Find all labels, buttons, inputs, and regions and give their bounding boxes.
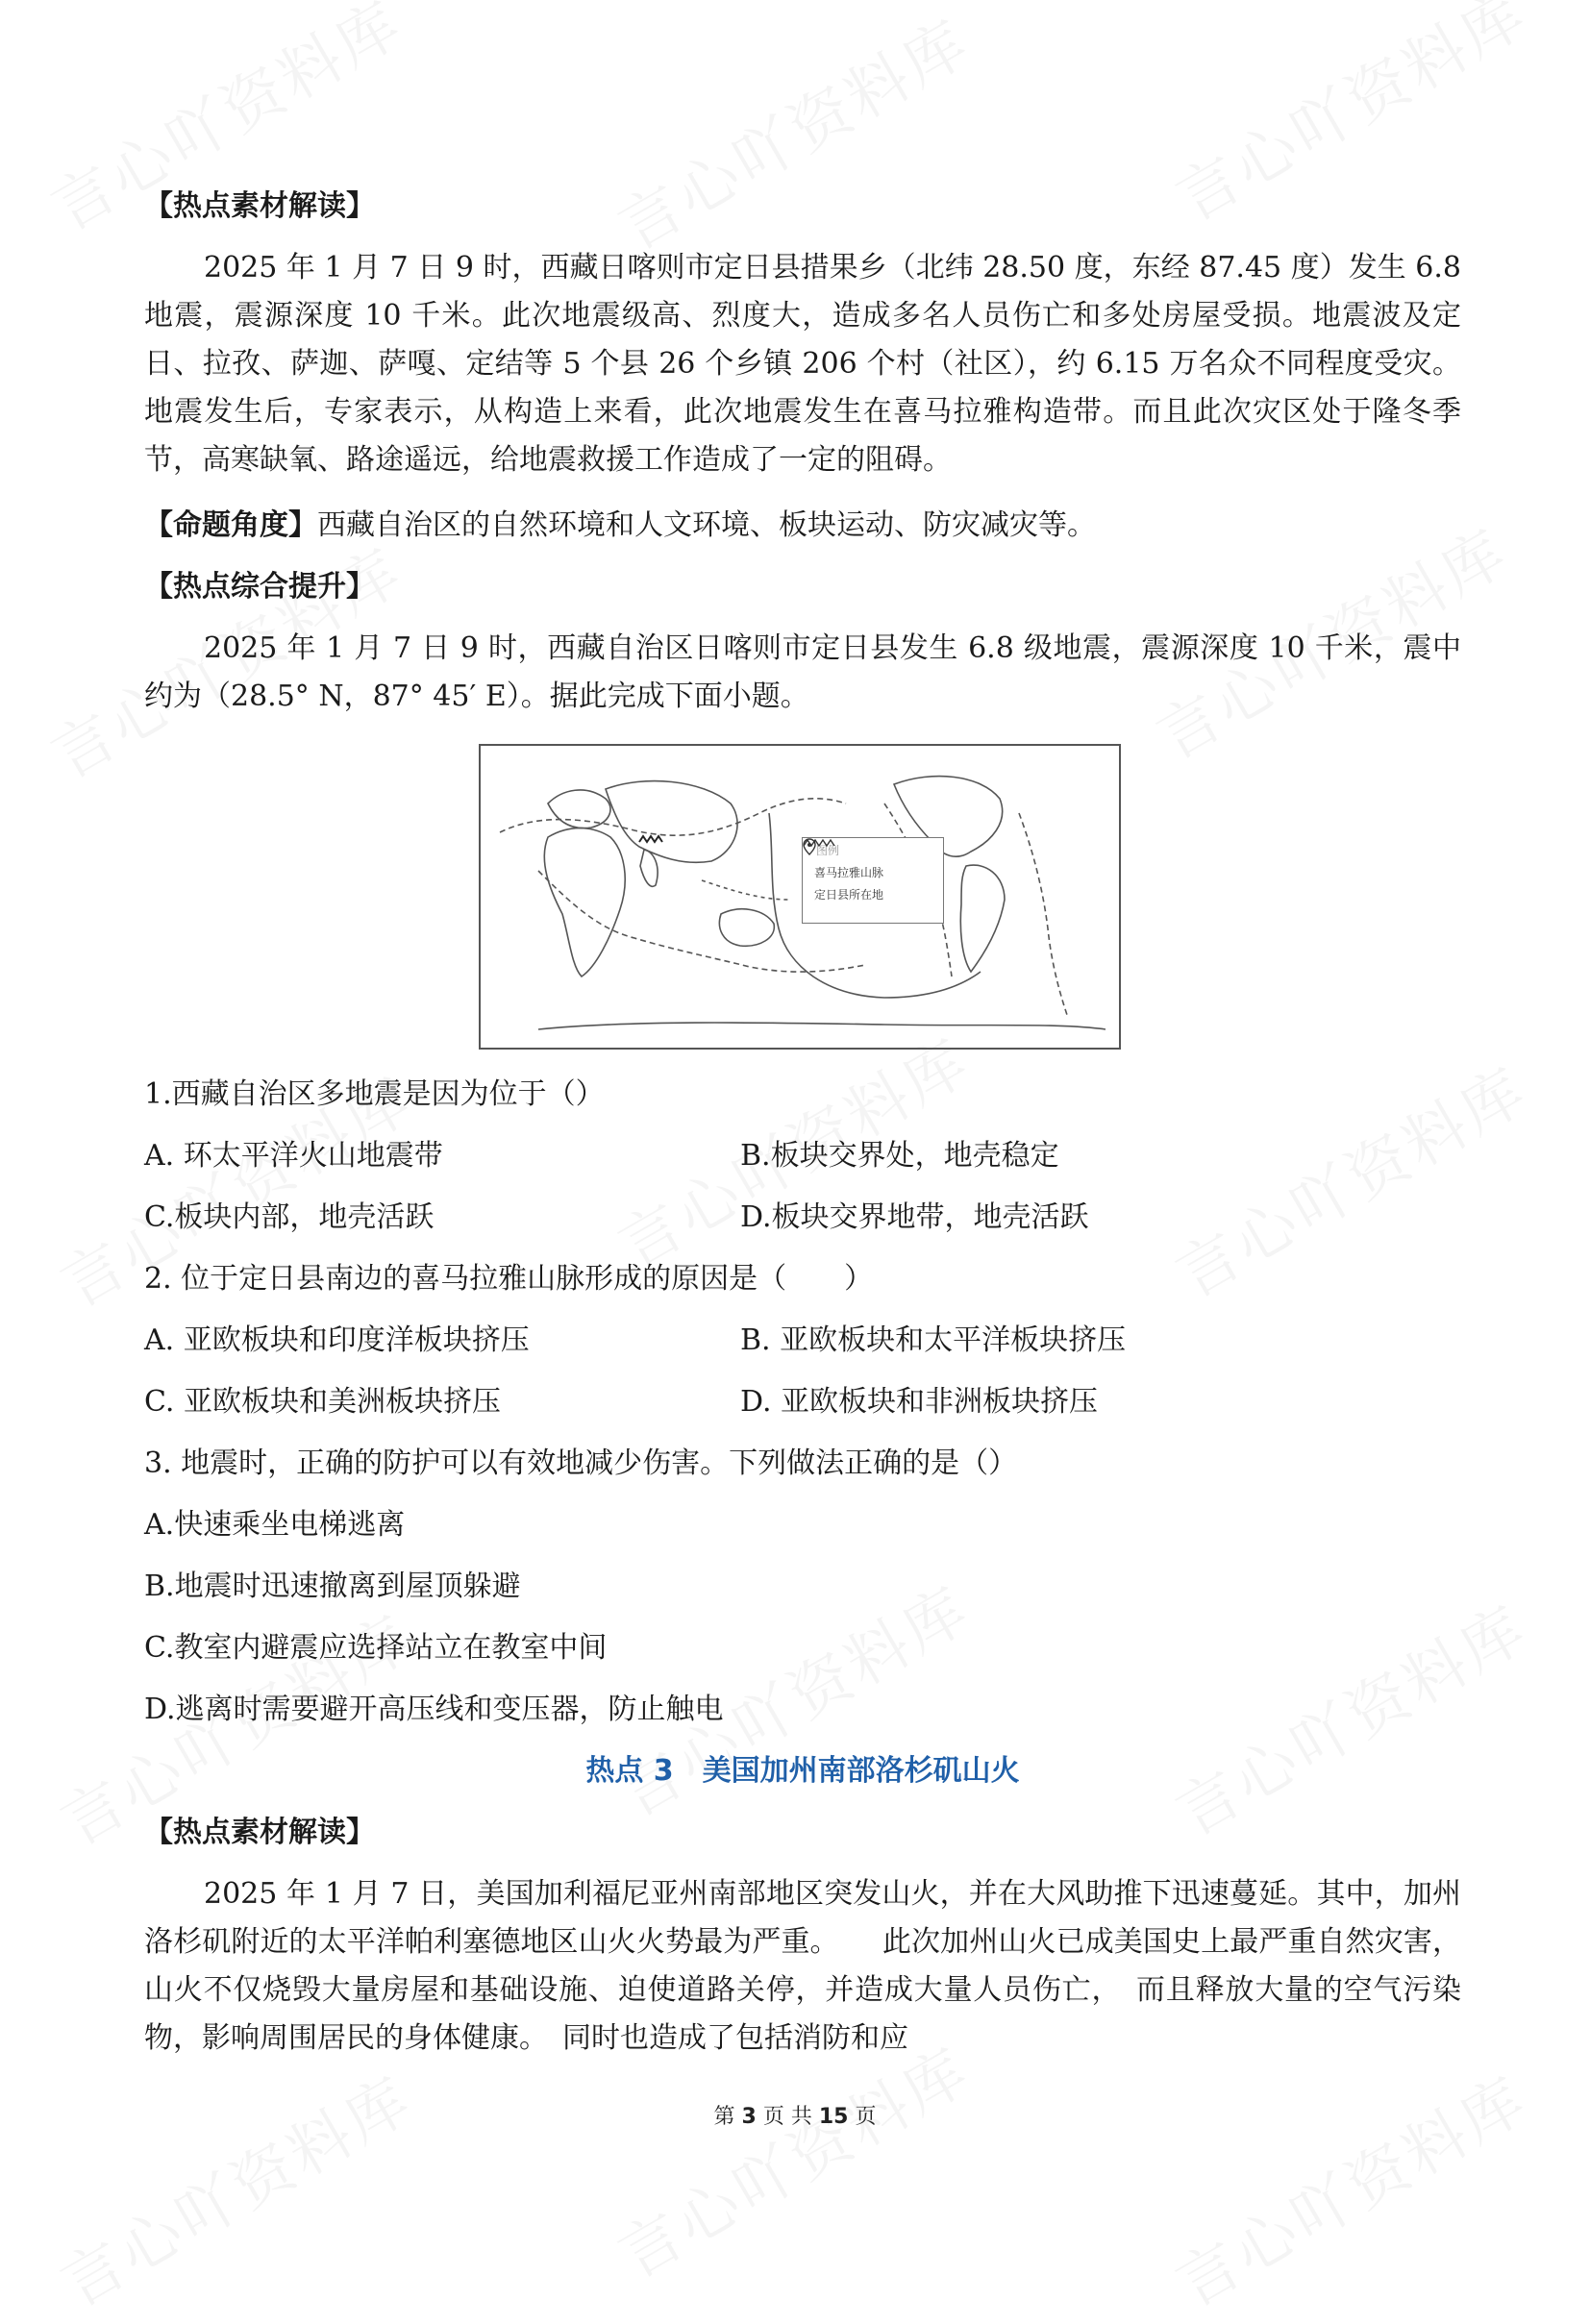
question-3-option-b: B.地震时迅速撤离到屋顶躲避	[144, 1570, 521, 1603]
africa-outline	[544, 828, 625, 977]
asia-outline	[606, 781, 737, 863]
legend-row-mountain	[808, 864, 937, 880]
plate-boundary-map	[479, 744, 1121, 1050]
question-angle	[144, 502, 1461, 550]
question-3-option-d: D.逃离时需要避开高压线和变压器，防止触电	[144, 1693, 724, 1726]
document-page	[144, 183, 1461, 2063]
location-pin-icon	[803, 838, 816, 855]
question-2-option-c: C. 亚欧板块和美洲板块挤压	[144, 1385, 501, 1419]
question-3-stem: 3. 地震时，正确的防护可以有效地减少伤害。下列做法正确的是（）	[144, 1446, 1018, 1480]
watermark	[600, 2022, 983, 2295]
australia-outline	[719, 909, 774, 946]
question-2-options-row2	[144, 1378, 1461, 1426]
antarctica-outline	[538, 1023, 1106, 1029]
map-legend	[802, 837, 944, 924]
question-1-option-c: C.板块内部，地壳活跃	[144, 1200, 435, 1234]
hotspot-3-paragraph: 2025 年 1 月 7 日，美国加利福尼亚州南部地区突发山火，并在大风助推下迅速蔓延。其中，加州洛杉矶附近的太平洋帕利塞德地区山火火势最为严重。 此次加州山火已成美国史上最严重自然灾害，山火不仅烧毁大量房屋和基础设施、迫使道路关停，并造成大量人员伤亡， 而且释放大量的空气污染物，影响周围居民的身体健康。 同时也造成了包括消防和应	[144, 1877, 1461, 2055]
section-header: 【热点综合提升】	[144, 570, 375, 604]
question-1-stem: 1.西藏自治区多地震是因为位于（）	[144, 1077, 605, 1111]
question-1-options-row2	[144, 1194, 1461, 1242]
legend-title: 图例	[816, 844, 840, 857]
question-2-option-b: B. 亚欧板块和太平洋板块挤压	[740, 1323, 1127, 1357]
section-header: 【热点素材解读】	[144, 1816, 375, 1849]
himalaya-mountain-marker	[639, 836, 662, 842]
footer-total-pages: 15	[818, 2105, 849, 2129]
legend-mountain-label: 喜马拉雅山脉	[814, 866, 884, 879]
hotspot-paragraph: 2025 年 1 月 7 日 9 时，西藏日喀则市定日县措果乡（北纬 28.50 度，东经 87.45 度）发生 6.8 地震，震源深度 10 千米。此次地震级高、烈度大，造成多名人员伤亡和多处房屋受损。地震波及定日、拉孜、萨迦、萨嘎、定结等 5 个县 26 个乡镇 206 个村（社区），约 6.15 万名众不同程度受灾。地震发生后，专家表示，从构造上来看，此次地震发生在喜马拉雅构造带。而且此次灾区处于隆冬季节，高寒缺氧、路途遥远，给地震救援工作造成了一定的阻碍。	[144, 251, 1461, 477]
question-3-option-c: C.教室内避震应选择站立在教室中间	[144, 1631, 608, 1665]
footer-suffix: 页	[855, 2105, 877, 2129]
south-america-outline	[960, 865, 1005, 972]
plate-boundary	[1019, 813, 1067, 1015]
watermark	[42, 2051, 426, 2324]
footer-page-number: 3	[741, 2105, 757, 2129]
angle-label: 【命题角度】	[144, 508, 317, 542]
legend-location-label: 定日县所在地	[814, 888, 884, 902]
question-2-option-d: D. 亚欧板块和非洲板块挤压	[740, 1385, 1099, 1419]
plate-boundary	[500, 799, 846, 835]
question-1-option-a: A. 环太平洋火山地震带	[144, 1139, 443, 1173]
legend-row-location	[808, 886, 937, 902]
footer-middle: 页 共	[762, 2105, 812, 2129]
india-outline	[640, 850, 658, 886]
question-3-option-a: A.快速乘坐电梯逃离	[144, 1508, 406, 1542]
footer-prefix: 第	[713, 2105, 735, 2129]
section-header: 【热点素材解读】	[144, 189, 375, 223]
world-map-sketch	[481, 746, 1119, 1048]
question-1-options-row1	[144, 1132, 1461, 1180]
hotspot-3-title: 热点 3 美国加州南部洛杉矶山火	[585, 1754, 1020, 1788]
intro-paragraph: 2025 年 1 月 7 日 9 时，西藏自治区日喀则市定日县发生 6.8 级地震，震源深度 10 千米，震中约为（28.5° N，87° 45′ E）。据此完成下面小题。	[144, 631, 1461, 713]
question-2-stem: 2. 位于定日县南边的喜马拉雅山脉形成的原因是（ ）	[144, 1262, 874, 1296]
page-footer	[0, 2100, 1590, 2130]
question-1-option-b: B.板块交界处，地壳稳定	[740, 1139, 1059, 1173]
angle-text: 西藏自治区的自然环境和人文环境、板块运动、防灾减灾等。	[317, 508, 1096, 542]
watermark	[1157, 2051, 1541, 2324]
question-2-options-row1	[144, 1317, 1461, 1365]
question-1-option-d: D.板块交界地带，地壳活跃	[740, 1200, 1089, 1234]
question-2-option-a: A. 亚欧板块和印度洋板块挤压	[144, 1323, 530, 1357]
plate-boundary	[702, 880, 788, 900]
europe-outline	[548, 790, 610, 828]
